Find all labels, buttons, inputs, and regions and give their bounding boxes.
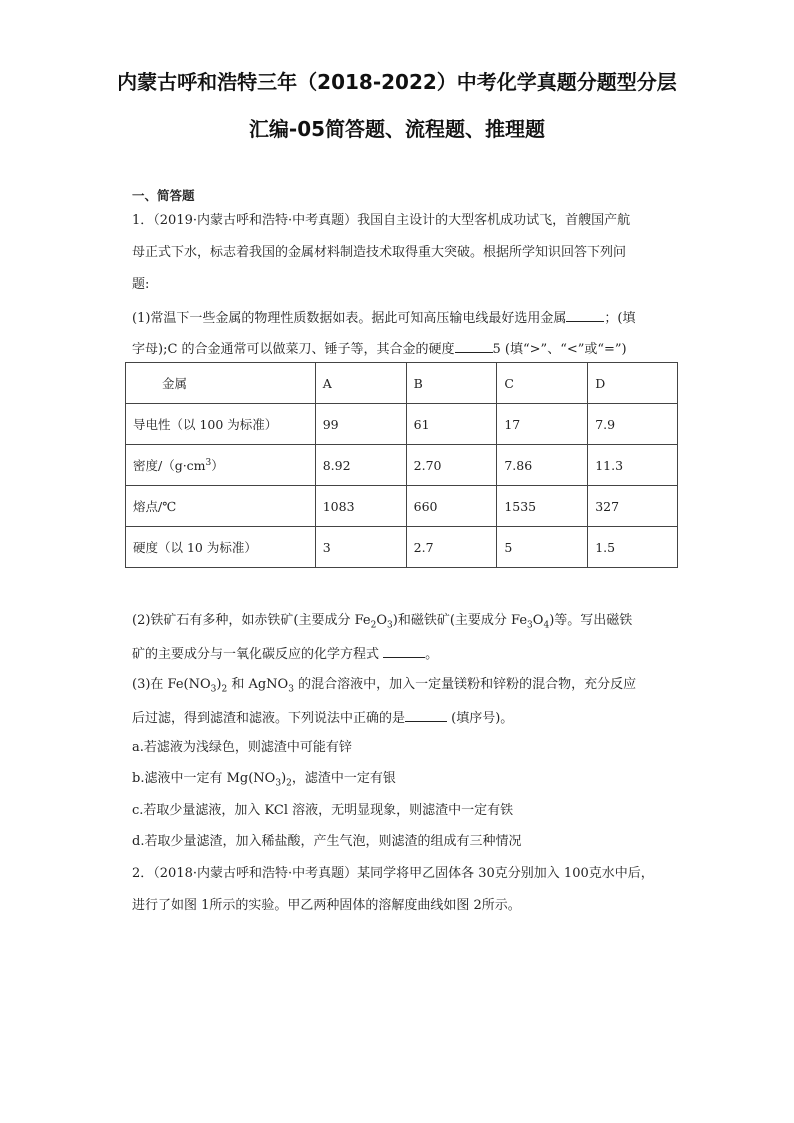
table-cell: 3 xyxy=(315,527,406,568)
subscript: 2 xyxy=(221,684,228,695)
q1-part2-text: )等。写出磁铁 xyxy=(549,613,633,628)
table-header-row xyxy=(126,363,678,404)
option-b-text: b.滤液中一定有 Mg(NO xyxy=(132,771,276,786)
q1-part2-line-2 xyxy=(132,645,438,663)
density-label-close: ） xyxy=(211,458,224,473)
table-header-cell: B xyxy=(406,363,497,404)
subscript: 3 xyxy=(288,684,294,695)
subscript: 2 xyxy=(370,620,377,631)
q1-part3-text: (填序号)。 xyxy=(447,711,514,726)
q1-part3-text: 和 AgNO xyxy=(227,677,289,692)
q1-part1-text-b: ；(填 xyxy=(604,311,636,326)
option-b-text: ，滤渣中一定有银 xyxy=(291,771,396,786)
subscript: 4 xyxy=(543,620,550,631)
subscript: 3 xyxy=(210,684,217,695)
table-cell: 5 xyxy=(497,527,588,568)
table-cell: 2.7 xyxy=(406,527,497,568)
table-row-label: 硬度（以 10 为标准） xyxy=(126,527,316,568)
table-cell: 99 xyxy=(315,404,406,445)
table-row xyxy=(126,404,678,445)
subscript: 3 xyxy=(527,620,533,631)
option-b-text: ) xyxy=(281,771,287,786)
answer-blank[interactable] xyxy=(405,709,447,722)
density-label: 密度/（g·cm xyxy=(133,458,206,473)
table-cell: 17 xyxy=(497,404,588,445)
section-heading: 一、简答题 xyxy=(132,188,195,203)
table-row xyxy=(126,486,678,527)
table-cell: 327 xyxy=(588,486,678,527)
q1-part1-text-d: 5 (填“>”、“<”或“=”) xyxy=(492,342,627,357)
answer-blank[interactable] xyxy=(566,309,604,322)
table-row-label xyxy=(126,445,316,486)
table-row-label: 熔点/℃ xyxy=(126,486,316,527)
table-cell: 11.3 xyxy=(588,445,678,486)
q1-part2-text: O xyxy=(532,613,544,628)
document-title-line-2: 汇编-05简答题、流程题、推理题 xyxy=(248,117,546,141)
q1-part1-line-1 xyxy=(132,309,636,327)
q1-part1-text-a: (1)常温下一些金属的物理性质数据如表。据此可知高压输电线最好选用金属 xyxy=(132,311,567,326)
q1-part2-text: 矿的主要成分与一氧化碳反应的化学方程式 xyxy=(132,647,384,662)
option-b xyxy=(132,771,396,792)
table-cell: 1535 xyxy=(497,486,588,527)
metal-properties-table xyxy=(125,362,678,568)
q1-line-1: 1．（2019·内蒙古呼和浩特·中考真题）我国自主设计的大型客机成功试飞，首艘国产航 xyxy=(132,213,631,228)
q2-line-1: 2．（2018·内蒙古呼和浩特·中考真题）某同学将甲乙固体各 30克分别加入 100克水中后， xyxy=(132,866,654,881)
q1-part2-line-1 xyxy=(132,613,632,634)
document-title-line-1: 内蒙古呼和浩特三年（2018-2022）中考化学真题分题型分层 xyxy=(117,70,677,94)
q1-part3-text: 后过滤，得到滤渣和滤液。下列说法中正确的是 xyxy=(132,711,406,726)
table-cell: 1083 xyxy=(315,486,406,527)
table-cell: 61 xyxy=(406,404,497,445)
answer-blank[interactable] xyxy=(383,645,425,658)
answer-blank[interactable] xyxy=(455,340,493,353)
table-cell: 7.9 xyxy=(588,404,678,445)
q2-line-2: 进行了如图 1所示的实验。甲乙两种固体的溶解度曲线如图 2所示。 xyxy=(132,898,521,913)
q1-part3-line-1 xyxy=(132,677,636,698)
table-cell: 2.70 xyxy=(406,445,497,486)
table-header-cell: C xyxy=(497,363,588,404)
table-row-label: 导电性（以 100 为标准） xyxy=(126,404,316,445)
subscript: 2 xyxy=(286,778,292,789)
subscript: 3 xyxy=(275,778,282,789)
option-c: c.若取少量滤液，加入 KCl 溶液，无明显现象，则滤渣中一定有铁 xyxy=(132,803,514,818)
q1-part2-text: O xyxy=(376,613,388,628)
q1-part2-text: 。 xyxy=(425,647,439,662)
table-row xyxy=(126,445,678,486)
q1-line-2: 母正式下水，标志着我国的金属材料制造技术取得重大突破。根据所学知识回答下列问 xyxy=(132,245,627,260)
subscript: 3 xyxy=(387,620,393,631)
table-header-cell: A xyxy=(315,363,406,404)
option-a: a.若滤液为浅绿色，则滤渣中可能有锌 xyxy=(132,740,352,755)
q1-part1-line-2 xyxy=(132,340,627,358)
table-cell: 7.86 xyxy=(497,445,588,486)
q1-part1-text-c: 字母);C 的合金通常可以做菜刀、锤子等，其合金的硬度 xyxy=(132,342,455,357)
density-exponent: 3 xyxy=(205,457,212,468)
table-row xyxy=(126,527,678,568)
q1-part3-line-2 xyxy=(132,709,513,727)
q1-part3-text: (3)在 Fe(NO xyxy=(132,677,211,692)
q1-part3-text: ) xyxy=(216,677,222,692)
q1-part2-text: )和磁铁矿(主要成分 Fe xyxy=(392,613,528,628)
table-cell: 1.5 xyxy=(588,527,678,568)
option-d: d.若取少量滤渣，加入稀盐酸，产生气泡，则滤渣的组成有三种情况 xyxy=(132,834,522,849)
q1-line-3: 题: xyxy=(132,277,150,292)
q1-part3-text: 的混合溶液中，加入一定量镁粉和锌粉的混合物，充分反应 xyxy=(293,677,637,692)
table-header-cell: D xyxy=(588,363,678,404)
table-cell: 8.92 xyxy=(315,445,406,486)
q1-part2-text: (2)铁矿石有多种，如赤铁矿(主要成分 Fe xyxy=(132,613,371,628)
table-cell: 660 xyxy=(406,486,497,527)
table-header-cell: 金属 xyxy=(126,363,316,404)
